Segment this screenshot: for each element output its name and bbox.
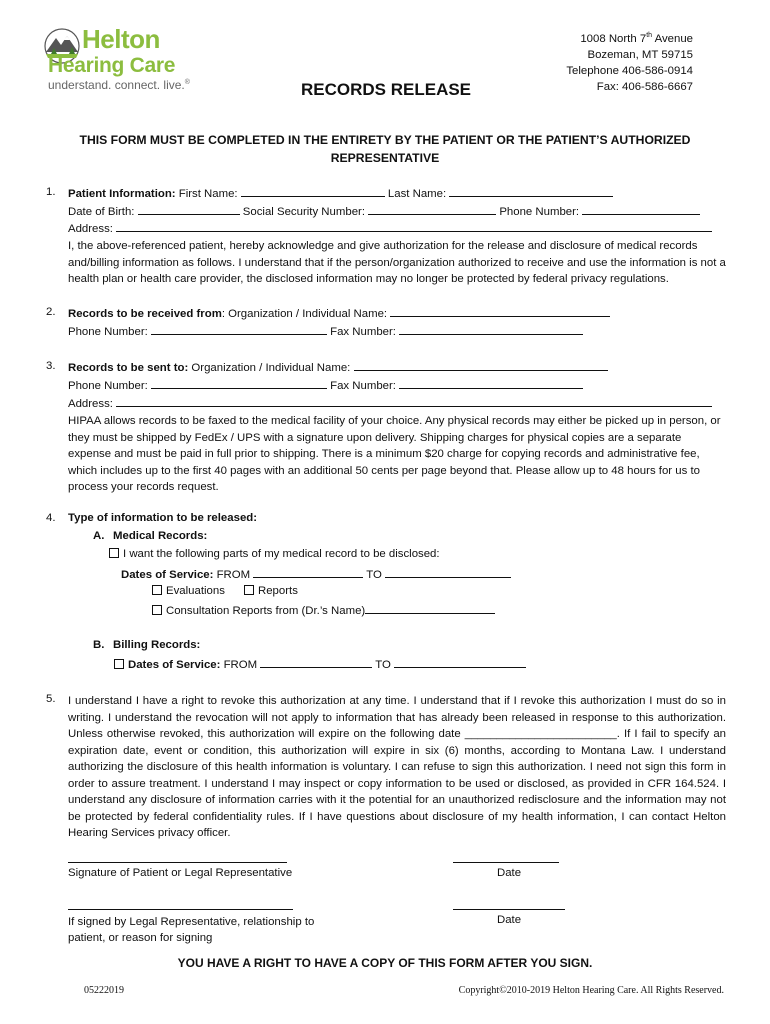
ssn-field[interactable] xyxy=(368,204,496,215)
consultation-checkbox[interactable] xyxy=(152,605,162,615)
hipaa-text: HIPAA allows records to be faxed to the medical facility of your choice. Any physical records may either be picked up in person, or they must be shipped by FedEx / UPS with a signature upon delivery. Shipping charges for physical copies are a separate expense and must be paid in full prior to shipping. There is a minimum $20 charge for copying records and administrative fee, which includes up to the first 40 pages with an additional 50 cents per page beyond that. Please allow up to 48 hours for us to process your records request. xyxy=(68,415,721,493)
sent-to-heading: Records to be sent to: xyxy=(68,362,189,374)
logo-name: Helton xyxy=(82,24,160,54)
section-number-3: 3. xyxy=(46,360,56,372)
sent-to-row2 xyxy=(68,378,583,392)
phone-field[interactable] xyxy=(582,204,700,215)
medical-to-field[interactable] xyxy=(385,567,511,578)
sent-to-row3 xyxy=(68,396,712,410)
form-code: 05222019 xyxy=(84,985,124,996)
medical-record-checkbox[interactable] xyxy=(109,548,119,558)
evaluations-checkbox[interactable] xyxy=(152,585,162,595)
street-sup: th xyxy=(646,32,653,39)
copyright: Copyright©2010-2019 Helton Hearing Care. All Rights Reserved. xyxy=(458,985,724,996)
street-end: Avenue xyxy=(652,32,693,45)
street-text: 1008 North 7 xyxy=(580,32,647,45)
relationship-line[interactable] xyxy=(68,897,293,910)
section-number-4: 4. xyxy=(46,512,56,524)
received-phone-label: Phone Number: xyxy=(68,326,151,338)
logo-subname: Hearing Care xyxy=(48,54,176,77)
copy-notice: YOU HAVE A RIGHT TO HAVE A COPY OF THIS FORM AFTER YOU SIGN. xyxy=(177,956,593,970)
received-fax-label: Fax Number: xyxy=(326,326,400,338)
medical-to-label: TO xyxy=(363,569,386,581)
company-logo xyxy=(42,26,202,94)
logo-tagline xyxy=(48,78,190,92)
patient-info-heading: Patient Information: xyxy=(68,188,176,200)
form-instructions xyxy=(0,131,770,167)
sent-address-label: Address: xyxy=(68,398,117,410)
evaluations-option[interactable] xyxy=(152,585,225,597)
billing-from-label: FROM xyxy=(220,659,261,671)
info-type-heading: Type of information to be released: xyxy=(68,512,258,524)
date-line-1[interactable] xyxy=(453,850,559,863)
sent-fax-field[interactable] xyxy=(399,378,583,389)
evaluations-label: Evaluations xyxy=(166,585,225,597)
reports-checkbox[interactable] xyxy=(244,585,254,595)
received-from-row1 xyxy=(68,306,610,320)
relationship-label xyxy=(68,914,314,946)
instruction-line-1: THIS FORM MUST BE COMPLETED IN THE ENTIRETY BY THE PATIENT OR THE PATIENT’S AUTHORIZED xyxy=(79,133,691,147)
received-from-heading: Records to be received from xyxy=(68,308,222,320)
billing-to-field[interactable] xyxy=(394,657,526,668)
date-line-2[interactable] xyxy=(453,897,565,910)
address-street xyxy=(566,28,693,47)
patient-info-row3 xyxy=(68,221,712,235)
dob-field[interactable] xyxy=(138,204,240,215)
billing-dates-label: Dates of Service: xyxy=(128,659,221,671)
dob-label: Date of Birth: xyxy=(68,206,138,218)
first-name-label: First Name: xyxy=(175,188,241,200)
reports-option[interactable] xyxy=(244,585,298,597)
signature-label: Signature of Patient or Legal Representative xyxy=(68,867,293,879)
received-phone-field[interactable] xyxy=(151,324,327,335)
address-field[interactable] xyxy=(116,221,712,232)
billing-checkbox[interactable] xyxy=(114,659,124,669)
ssn-label: Social Security Number: xyxy=(239,206,369,218)
medical-records-heading: Medical Records: xyxy=(113,530,208,542)
medical-from-label: FROM xyxy=(213,569,254,581)
relationship-label-line2: patient, or reason for signing xyxy=(68,932,213,944)
medical-record-option-label: I want the following parts of my medical record to be disclosed: xyxy=(123,548,440,560)
relationship-label-line1: If signed by Legal Representative, relationship to xyxy=(68,916,315,928)
received-org-label: : Organization / Individual Name: xyxy=(221,308,391,320)
patient-info-row1 xyxy=(68,186,613,200)
first-name-field[interactable] xyxy=(241,186,385,197)
tagline-text: understand. connect. live. xyxy=(48,78,185,92)
address-label: Address: xyxy=(68,223,117,235)
sent-address-field[interactable] xyxy=(116,396,712,407)
medical-from-field[interactable] xyxy=(253,567,363,578)
page-title: RECORDS RELEASE xyxy=(301,80,472,99)
sent-org-field[interactable] xyxy=(354,360,608,371)
last-name-field[interactable] xyxy=(449,186,613,197)
date-label-2: Date xyxy=(497,914,522,926)
acknowledgement-text: I, the above-referenced patient, hereby acknowledge and give authorization for the release and disclosure of medical records and/billing information as follows. I understand that if the person/organization authorized to receive and use the information is not a health plan or health care provider, the disclosed information may no longer be protected by federal privacy regulations. xyxy=(68,240,726,285)
received-org-field[interactable] xyxy=(390,306,610,317)
consultation-option[interactable] xyxy=(152,603,495,617)
sent-to-row1 xyxy=(68,360,608,374)
medical-dates-label: Dates of Service: xyxy=(121,569,214,581)
sent-org-label: Organization / Individual Name: xyxy=(188,362,354,374)
revocation-text: I understand I have a right to revoke this authorization at any time. I understand that if I revoke this authorization I must do so in writing. I understand the revocation will not apply to information that has already been released in response to this authorization. Unless otherwise revoked, this authorization will expire on the following date ________________________. If I fail to specify an expiration date, event or condition, this authorization will expire in six (6) months, according to Montana Law. I understand authorizing the disclosure of this health information is voluntary. I can refuse to sign this authorization. I need not sign this form in order to assure treatment. I understand I may inspect or copy information to be used or disclosed, as provided in CFR 164.524. I understand any disclosure of information carries with it the potential for an unauthorized redisclosure and the information may not be protected by federal confidentiality rules. If I have questions about disclosure of my health information, I can contact Helton Hearing Services privacy officer. xyxy=(68,695,726,839)
billing-from-field[interactable] xyxy=(260,657,372,668)
medical-dates-row xyxy=(121,567,511,581)
billing-to-label: TO xyxy=(372,659,395,671)
section-number-5: 5. xyxy=(46,693,56,705)
consultation-label: Consultation Reports from (Dr.’s Name) xyxy=(166,605,366,617)
section-number-2: 2. xyxy=(46,306,56,318)
registered-mark: ® xyxy=(184,79,190,86)
section-number-1: 1. xyxy=(46,186,56,198)
address-fax: Fax: 406-586-6667 xyxy=(596,80,693,93)
last-name-label: Last Name: xyxy=(384,188,450,200)
address-phone: Telephone 406-586-0914 xyxy=(566,64,693,77)
billing-records-heading: Billing Records: xyxy=(113,639,201,651)
sent-phone-field[interactable] xyxy=(151,378,327,389)
sent-phone-label: Phone Number: xyxy=(68,380,151,392)
company-address xyxy=(566,28,693,95)
reports-label: Reports xyxy=(258,585,298,597)
address-city: Bozeman, MT 59715 xyxy=(587,48,693,61)
patient-info-row2 xyxy=(68,204,700,218)
signature-line[interactable] xyxy=(68,850,287,863)
received-fax-field[interactable] xyxy=(399,324,583,335)
billing-records-label: B. xyxy=(93,639,105,651)
medical-record-option[interactable] xyxy=(109,548,440,560)
consultation-field[interactable] xyxy=(365,603,495,614)
received-from-row2 xyxy=(68,324,583,338)
sent-fax-label: Fax Number: xyxy=(326,380,400,392)
date-label-1: Date xyxy=(497,867,522,879)
phone-label: Phone Number: xyxy=(496,206,583,218)
medical-records-label: A. xyxy=(93,530,105,542)
instruction-line-2: REPRESENTATIVE xyxy=(330,151,440,165)
billing-dates-row xyxy=(114,657,526,671)
